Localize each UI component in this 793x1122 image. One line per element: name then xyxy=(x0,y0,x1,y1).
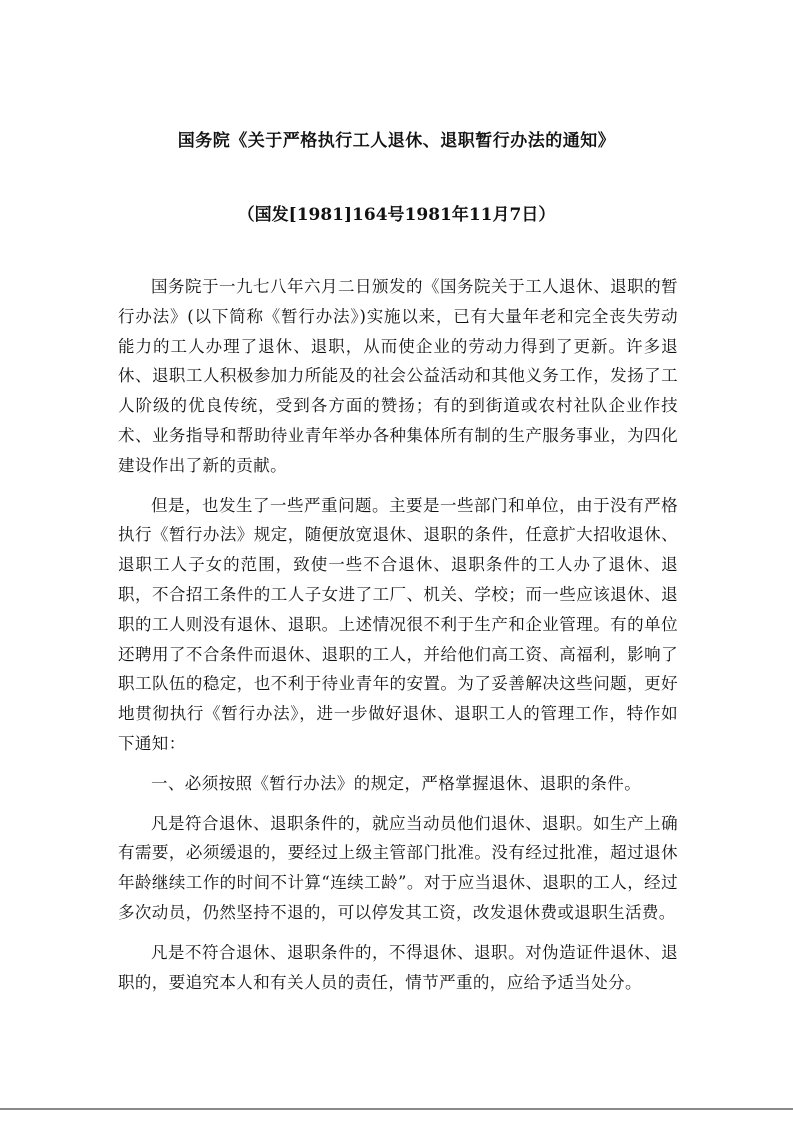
document-title: 国务院《关于严格执行工人退休、退职暂行办法的通知》 xyxy=(177,131,616,151)
paragraph-problems: 但是，也发生了一些严重问题。主要是一些部门和单位，由于没有严格执行《暂行办法》规定，随便放宽退休、退职的条件，任意扩大招收退休、退职工人子女的范围，致使一些不合退休、退职条件的工人办了退休、退职，不合招工条件的工人子女进了工厂、机关、学校；而一些应该退休、退职的工人则没有退休、退职。上述情况很不利于生产和企业管理。有的单位还聘用了不合条件而退休、退职的工人，并给他们高工资、高福利，影响了职工队伍的稳定，也不利于待业青年的安置。为了妥善解决这些问题，更好地贯彻执行《暂行办法》，进一步做好退休、退职工人的管理工作，特作如下通知： xyxy=(118,495,678,753)
paragraph-ineligible-retirement: 凡是不符合退休、退职条件的，不得退休、退职。对伪造证件退休、退职的，要追究本人和有关人员的责任，情节严重的，应给予适当处分。 xyxy=(118,942,678,992)
paragraph-section-one-heading: 一、必须按照《暂行办法》的规定，严格掌握退休、退职的条件。 xyxy=(151,773,642,793)
document-number: （国发[1981]164号1981年11月7日） xyxy=(237,205,556,225)
paragraph-intro: 国务院于一九七八年六月二日颁发的《国务院关于工人退休、退职的暂行办法》(以下简称《暂行办法》)实施以来，已有大量年老和完全丧失劳动能力的工人办理了退休、退职，从而使企业的劳动力得到了更新。许多退休、退职工人积极参加力所能及的社会公益活动和其他义务工作，发扬了工人阶级的优良传统，受到各方面的赞扬；有的到街道或农村社队企业作技术、业务指导和帮助待业青年举办各种集体所有制的生产服务事业，为四化建设作出了新的贡献。 xyxy=(118,277,678,475)
page-bottom-divider xyxy=(0,1108,793,1110)
document-body xyxy=(118,272,678,1007)
paragraph-eligible-retirement: 凡是符合退休、退职条件的，就应当动员他们退休、退职。如生产上确有需要，必须缓退的，要经过上级主管部门批准。没有经过批准，超过退休年龄继续工作的时间不计算“连续工龄”。对于应当退休、退职的工人，经过多次动员，仍然坚持不退的，可以停发其工资，改发退休费或退职生活费。 xyxy=(118,813,678,922)
